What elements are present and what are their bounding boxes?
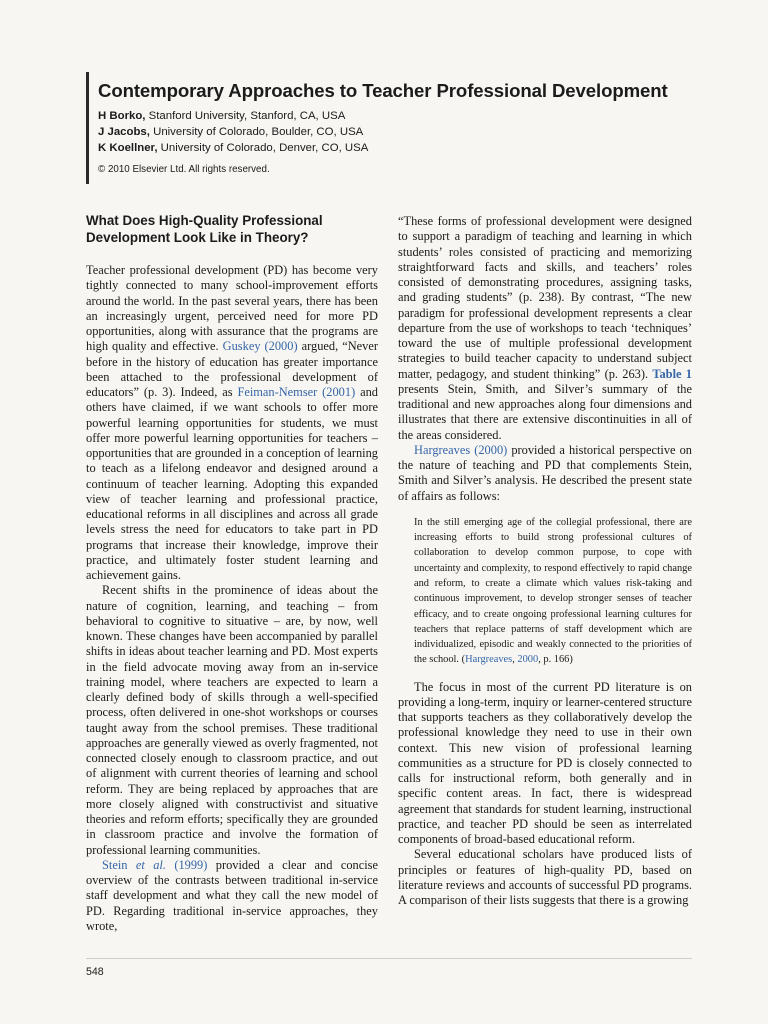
left-column (86, 212, 378, 934)
paragraph-text: provided a historical perspective on the nature of teaching and PD that complements Stein, Smith and Silver’s analysis. He described the present state of affairs as follows: (398, 442, 692, 503)
paragraph (398, 214, 692, 443)
copyright-notice: © 2010 Elsevier Ltd. All rights reserved. (98, 164, 270, 175)
citation-link[interactable]: Hargreaves (465, 654, 513, 666)
paragraph-text: provided a clear and concise overview of the contrasts between traditional in-service staff development and what they call the new model of PD. Regarding traditional in-service approaches, they wrote, (86, 857, 378, 933)
quote-text: In the still emerging age of the collegial professional, there are increasing efforts to build strong professional cultures of collaboration to develop common purpose, to cope with uncertainty and complexity, to respond effectively to rapid change and reform, to create a climate which values risk-taking and continuous improvement, to develop stronger senses of teacher efficacy, and to create ongoing professional learning cultures for teachers that replace patterns of staff development which are individualized, episodic and weakly connected to the priorities of the school. ( (414, 516, 692, 666)
block-quote (414, 515, 692, 668)
section-heading: What Does High-Quality Professional Development Look Like in Theory? (86, 213, 323, 245)
paragraph-text: “These forms of professional development were designed to support a paradigm of teaching and learning in which students’ roles consisted of practicing and memorizing straightforward facts and skills, and teachers’ roles consisted of demonstrating procedures, assigning tasks, and grading students” (p. 238). By contrast, “The new paradigm for professional development represents a clear departure from the use of workshops to teach ‘techniques’ toward the use of multiple professional development strategies to build teacher capacity to understand subject matter, pedagogy, and student thinking” (p. 263). (398, 214, 692, 381)
author-line (98, 108, 706, 124)
author-name: J Jacobs, (98, 126, 150, 138)
quote-text: , (512, 654, 518, 666)
paragraph (86, 858, 378, 934)
citation-author: Stein (102, 857, 128, 872)
author-affiliation: Stanford University, Stanford, CA, USA (145, 110, 346, 122)
paragraph-text: argued, “Never before in the history of education has greater importance been attached to the professional development of educators” (p. 3). Indeed, as (86, 339, 378, 399)
citation-link[interactable]: Guskey (2000) (222, 339, 298, 354)
citation-etal: et al. (135, 857, 166, 872)
paragraph: The focus in most of the current PD literature is on providing a long-term, inquiry or learner-centered structure that supports teachers as they collaboratively develop the professional knowledge they need to use in their own context. This new vision of professional learning communities as a structure for PD is closely connected to calls for instructional reform, both generally and in specific content areas. In fact, there is widespread agreement that standards for student learning, instructional practice, and teacher PD should be seen as interrelated components of broad-based educational reform. (398, 679, 692, 847)
citation-link[interactable]: Hargreaves (2000) (414, 442, 508, 457)
footer-divider (86, 958, 692, 959)
paragraph-text: and others have claimed, if we want schools to offer more powerful learning opportunities for students, we must offer more powerful learning opportunities for teachers – opportunities that are grounded in a conception of learning to teach as a lifelong endeavor and designed around a continuum of teacher learning. Adopting this expanded view of teacher learning and professional practice, educational reforms in all disciplines and across all grade levels stress the need for educators to take part in PD programs that increase their knowledge, improve their practice, and ultimately foster student learning and achievement gains. (86, 385, 378, 582)
author-affiliation: University of Colorado, Denver, CO, USA (157, 142, 369, 154)
author-name: K Koellner, (98, 142, 158, 154)
page-number: 548 (86, 966, 104, 978)
paragraph: Recent shifts in the prominence of ideas about the nature of cognition, learning, and teaching – from behavioral to cognitive to situative – are, by now, well known. These changes have been accompanied by parallel shifts in ideas about teacher learning and PD. Most experts in the field advocate moving away from an in-service training model, where teachers are expected to learn a clearly defined body of skills through a well-specified process, often delivered in one-shot workshops or courses taught away from the school premises. These traditional approaches are generally viewed as overly fragmented, not connected closely enough to classroom practice, and out of alignment with current theories of learning and school reform. They are being replaced by approaches that are more closely aligned with constructivist and situative theories and reform efforts; specifically they are grounded in classroom practice and involve the formation of professional learning communities. (86, 583, 378, 857)
citation-link[interactable]: 2000 (517, 654, 539, 666)
author-line (98, 124, 706, 140)
paragraph (86, 263, 378, 583)
paragraph: Several educational scholars have produced lists of principles or features of high-quality PD, based on literature reviews and accounts of successful PD programs. A comparison of their lists suggests that there is a growing (398, 847, 692, 908)
quote-text: , p. 166) (538, 654, 573, 666)
citation-link[interactable] (102, 858, 207, 872)
paragraph-text: presents Stein, Smith, and Silver’s summary of the traditional and new approaches along four dimensions and illustrates that there are extensive discontinuities in all of the areas considered. (398, 381, 692, 442)
author-line (98, 140, 706, 156)
article-header (86, 72, 706, 184)
citation-link[interactable]: Feiman-Nemser (2001) (237, 385, 356, 399)
paragraph (398, 443, 692, 504)
article-title: Contemporary Approaches to Teacher Professional Development (98, 80, 668, 101)
author-name: H Borko, (98, 110, 146, 122)
table-link[interactable]: Table 1 (652, 366, 692, 381)
right-column (398, 214, 692, 908)
citation-year: (1999) (174, 857, 208, 872)
author-affiliation: University of Colorado, Boulder, CO, USA (149, 126, 364, 138)
paragraph-text: Teacher professional development (PD) has become very tightly connected to many school-improvement efforts around the world. In the past several years, there has been an increasingly urgent, perceived need for more PD opportunities, along with assurance that the programs are high quality and effective. (86, 263, 378, 354)
